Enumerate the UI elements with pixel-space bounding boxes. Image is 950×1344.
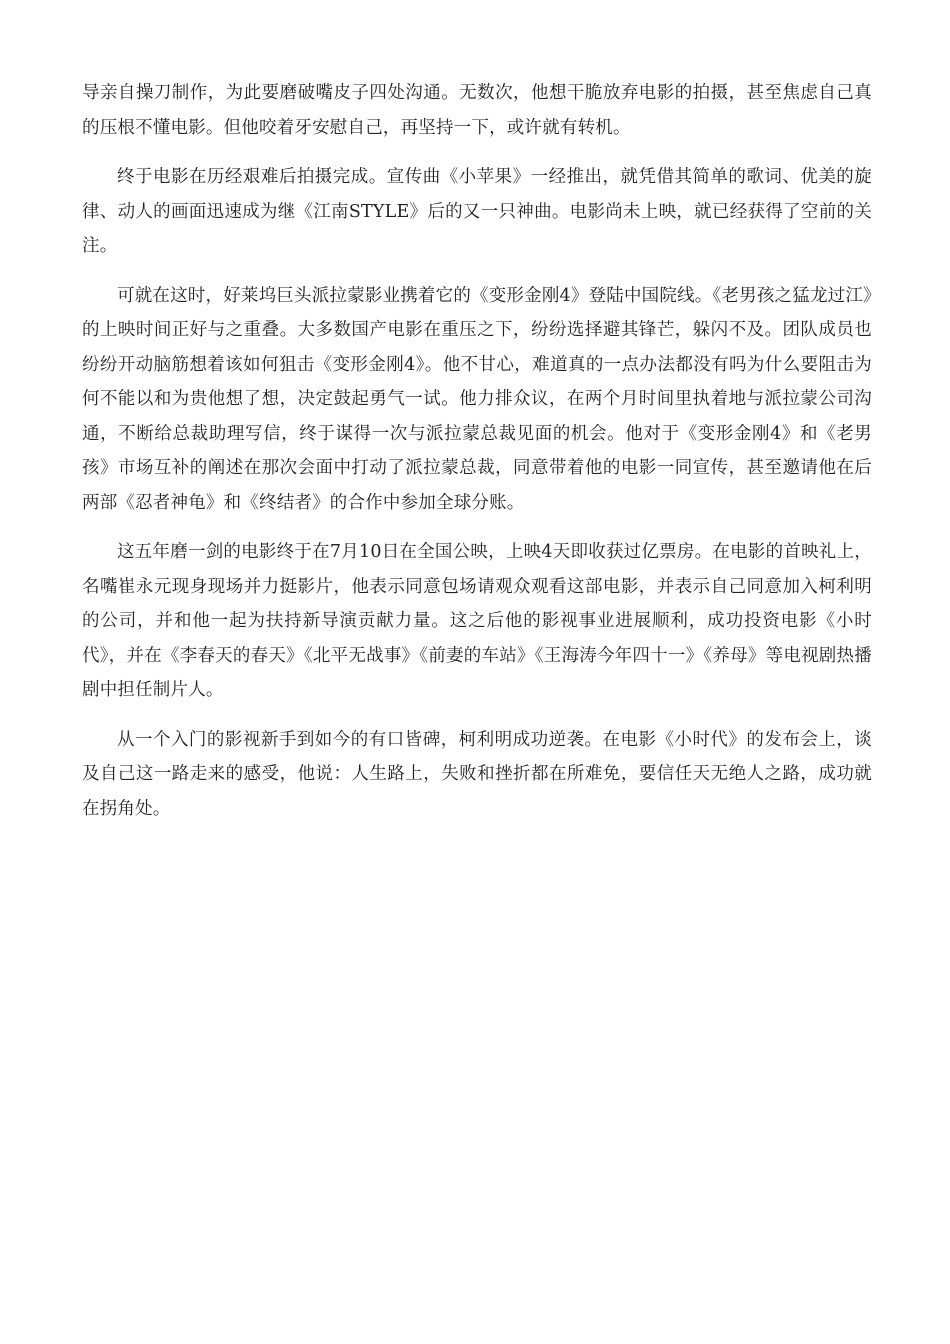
paragraph-2: 终于电影在历经艰难后拍摄完成。宣传曲《小苹果》一经推出，就凭借其简单的歌词、优美的旋律、动人的画面迅速成为继《江南STYLE》后的又一只神曲。电影尚未上映，就已经获得了空前的关注。 <box>82 167 872 256</box>
paragraph-1: 导亲自操刀制作，为此要磨破嘴皮子四处沟通。无数次，他想干脆放弃电影的拍摄，甚至焦虑自己真的压根不懂电影。但他咬着牙安慰自己，再坚持一下，或许就有转机。 <box>82 83 872 138</box>
article-body <box>82 76 872 841</box>
paragraph-4: 这五年磨一剑的电影终于在7月10日在全国公映，上映4天即收获过亿票房。在电影的首映礼上，名嘴崔永元现身现场并力挺影片，他表示同意包场请观众观看这部电影，并表示自己同意加入柯利明的公司，并和他一起为扶持新导演贡献力量。这之后他的影视事业进展顺利，成功投资电影《小时代》，并在《李春天的春天》《北平无战事》《前妻的车站》《王海涛今年四十一》《养母》等电视剧热播剧中担任制片人。 <box>82 542 872 700</box>
paragraph-5: 从一个入门的影视新手到如今的有口皆碑，柯利明成功逆袭。在电影《小时代》的发布会上，谈及自己这一路走来的感受，他说：人生路上，失败和挫折都在所难免，要信任天无绝人之路，成功就在拐角处。 <box>82 729 872 819</box>
paragraph-3: 可就在这时，好莱坞巨头派拉蒙影业携着它的《变形金刚4》登陆中国院线。《老男孩之猛龙过江》的上映时间正好与之重叠。大多数国产电影在重压之下，纷纷选择避其锋芒，躲闪不及。团队成员也纷纷开动脑筋想着该如何狙击《变形金刚4》。他不甘心，难道真的一点办法都没有吗为什么要阻击为何不能以和为贵他想了想，决定鼓起勇气一试。他力排众议，在两个月时间里执着地与派拉蒙公司沟通，不断给总裁助理写信，终于谋得一次与派拉蒙总裁见面的机会。他对于《变形金刚4》和《老男孩》市场互补的阐述在那次会面中打动了派拉蒙总裁，同意带着他的电影一同宣传，甚至邀请他在后两部《忍者神龟》和《终结者》的合作中参加全球分账。 <box>82 285 872 513</box>
